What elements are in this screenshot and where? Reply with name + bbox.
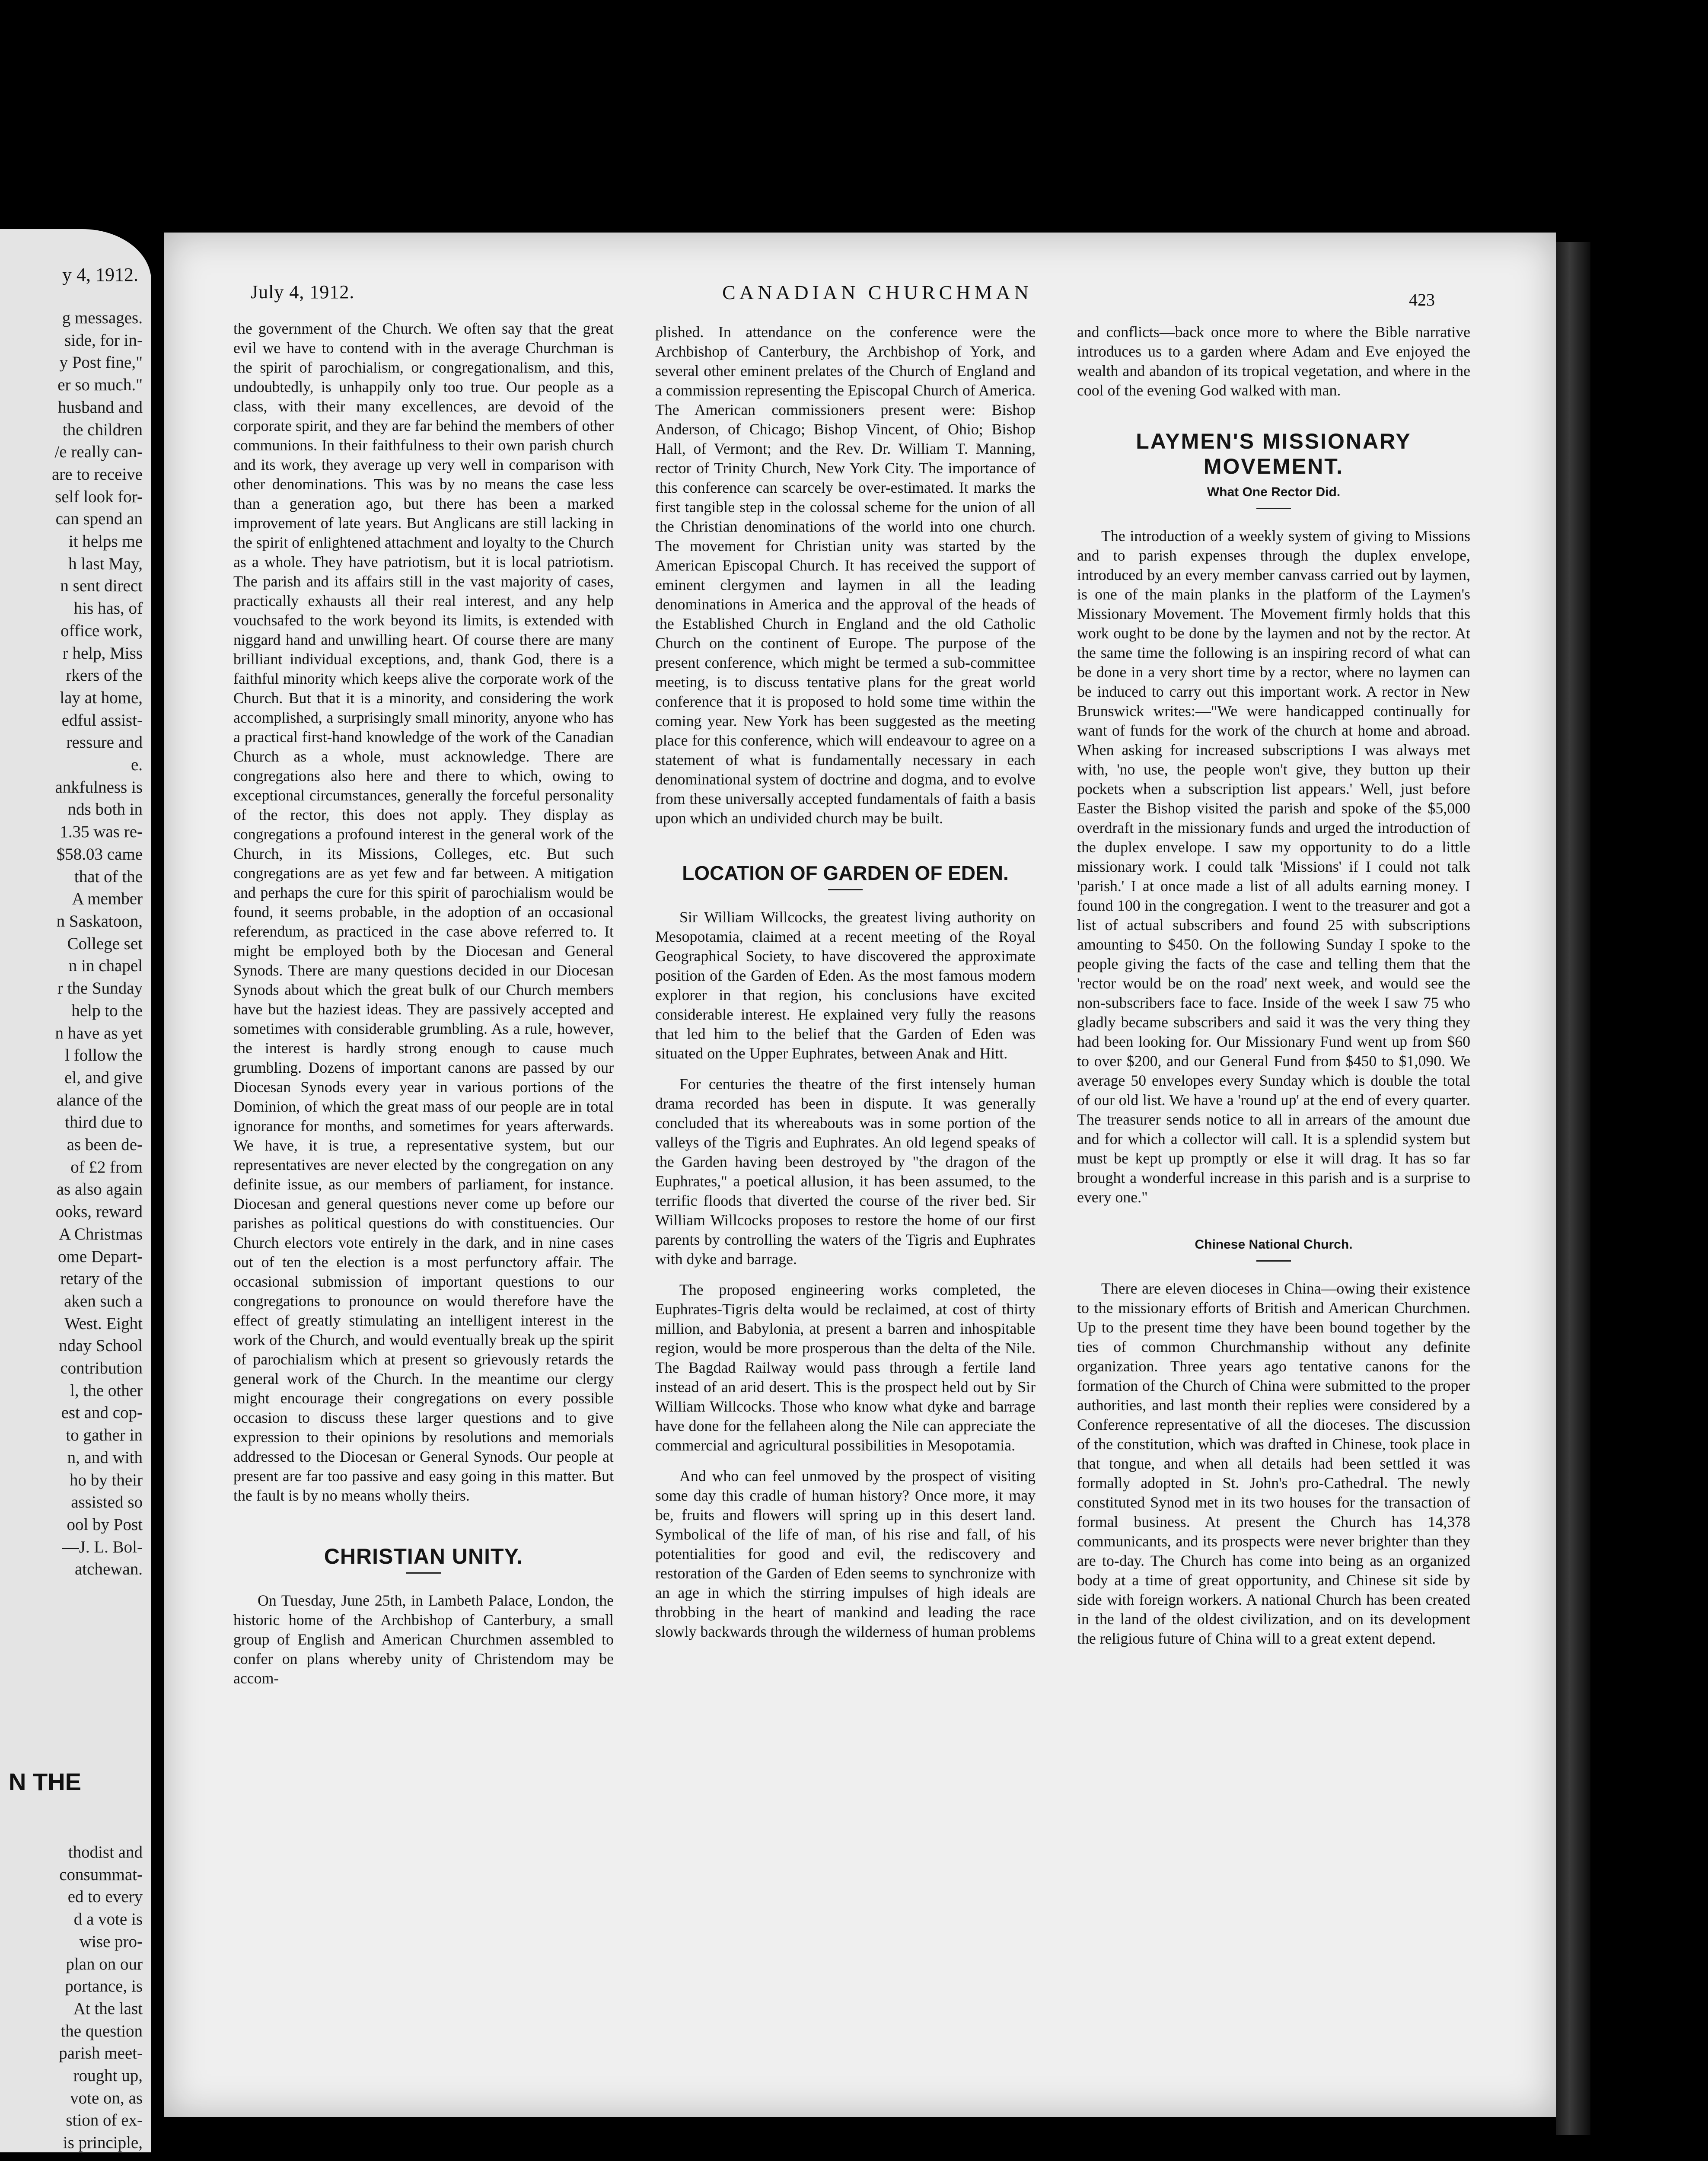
left-page-line: as been de-	[67, 1135, 143, 1154]
left-page-line: can spend an	[55, 510, 143, 529]
left-page-line: retary of the	[60, 1269, 143, 1288]
left-page-line: the children	[62, 420, 143, 439]
eden-paragraph-1: Sir William Willcocks, the greatest living authority on Mesopotamia, claimed at a recent meeting of the Royal Geographical Society, to have discovered the approximate position of the Garden of Eden. As the most famous modern explorer in that region, his conclusions have excited considerable interest. He explained very fully the reasons that led him to the belief that the Garden of Eden was situated on the Upper Euphrates, between Anak and Hitt.	[655, 908, 1036, 1062]
left-page-line: his has, of	[73, 599, 143, 618]
column-3	[1077, 322, 1470, 1660]
unity-continued-paragraph: plished. In attendance on the conference were the Archbishop of Canterbury, the Archbishop of York, and several other eminent prelates of the Church of England and a commission representing the Episcopal Church of America. The American commissioners present were: Bishop Anderson, of Chicago; Bishop Vincent, of Ohio; Bishop Hall, of Vermont; and the Rev. Dr. William T. Manning, rector of Trinity Church, New York City. The importance of this conference can scarcely be over-estimated. It marks the first tangible step in the colossal scheme for the union of all the Christian denominations of the world into one church. The movement for Christian unity was started by the American Episcopal Church. It has received the support of eminent clergymen and laymen in all the leading denominations in America and the approval of the heads of the Established Church in England and the old Catholic Church on the continent of Europe. The purpose of the present conference, which might be termed a sub-committee meeting, is to discuss tentative plans for the great world conference that it is proposed to hold some time within the coming year. New York has been suggested as the meeting place for this conference, which will endeavour to agree on a statement of what is fundamentally necessary in each denominational system of doctrine and dogma, and to evolve from these universally accepted fundamentals of faith a basis upon which an undivided church may be built.	[655, 323, 1036, 827]
unity-paragraph: On Tuesday, June 25th, in Lambeth Palace, London, the historic home of the Archbishop of Canterbury, a small group of English and American Churchmen assembled to confer on plans whereby unity of Christendom may be accom-	[233, 1592, 614, 1687]
left-page-line: el, and give	[64, 1068, 143, 1087]
page-number: 423	[1409, 290, 1435, 309]
left-page-line: nds both in	[67, 800, 143, 819]
left-page-line: A member	[72, 889, 143, 908]
header-date: July 4, 1912.	[251, 281, 355, 303]
left-page-line: to gather in	[66, 1426, 143, 1445]
left-page-line: est and cop-	[61, 1403, 143, 1422]
heading-rule	[406, 1572, 441, 1574]
left-page-line: edful assist-	[61, 711, 143, 730]
left-page-line: alance of the	[56, 1090, 143, 1109]
newspaper-page	[164, 233, 1556, 2117]
left-page-line: College set	[67, 934, 143, 953]
left-page-line: self look for-	[55, 487, 143, 506]
heading-rule	[1256, 1260, 1291, 1262]
eden-continued-paragraph: and conflicts—back once more to where the Bible narrative introduces us to a garden where Adam and Eve enjoyed the wealth and abandon of its tropical vegetation, and where in the cool of the evening God walked with man.	[1077, 323, 1470, 399]
chinese-church-paragraph: There are eleven dioceses in China—owing their existence to the missionary efforts of British and American Churchmen. Up to the present time they have been bound together by the ties of common Churchmanship without any definite organization. Three years ago tentative canons for the formation of the Church of China were submitted to the proper authorities, and last month their replies were considered by a Conference representative of all the dioceses. The discussion of the constitution, which was drafted in Chinese, took place in that tongue, and when all details had been settled it was formally adopted in St. John's pro-Cathedral. The newly constituted Synod met in its two houses for the transaction of formal business. At present the Church has 14,378 communicants, and its prospects were never brighter than they are to-day. The Church has come into being as an organized body at a time of great opportunity, and Chinese sit side by side with foreign workers. A national Church has been created in the land of the oldest civilization, and on its development the religious future of China will to a great extent depend.	[1077, 1280, 1470, 1647]
left-page-line: wise pro-	[79, 1932, 143, 1951]
left-page-line: r the Sunday	[57, 979, 143, 998]
left-page-line: ool by Post	[67, 1515, 143, 1534]
left-page-text-top	[0, 307, 143, 1581]
left-page-line: —J. L. Bol-	[62, 1537, 143, 1556]
left-page-fragment	[0, 229, 151, 2152]
left-page-line: is principle,	[63, 2133, 143, 2152]
left-page-line: lay at home,	[60, 688, 143, 707]
book-spine	[1556, 242, 1590, 2135]
column-1	[233, 319, 614, 1699]
left-page-line: /e really can-	[54, 443, 143, 462]
left-page-line: help to the	[71, 1001, 143, 1020]
chinese-church-heading: Chinese National Church.	[1195, 1237, 1353, 1252]
left-page-line: l follow the	[65, 1046, 143, 1065]
left-page-line: ed to every	[67, 1887, 143, 1906]
left-page-line: n sent direct	[60, 577, 143, 596]
heading-rule	[828, 889, 863, 890]
left-page-line: n have as yet	[55, 1023, 143, 1042]
left-page-line: the question	[61, 2021, 143, 2040]
left-page-line: er so much."	[57, 376, 143, 395]
eden-paragraph-2: For centuries the theatre of the first intensely human drama recorded has been in dispute. It was generally concluded that its whereabouts was in some portion of the valleys of the Tigris and Euphrates. An old legend speaks of the Garden having been destroyed by "the dragon of the Euphrates," a poetical allusion, it has been assumed, to the terrific floods that diverted the course of the river bed. Sir William Willcocks proposes to restore the home of our first parents by controlling the waters of the Tigris and Euphrates with dyke and barrage.	[655, 1075, 1036, 1268]
laymens-missionary-heading: LAYMEN'S MISSIONARY MOVEMENT.	[1136, 429, 1412, 478]
left-page-line: plan on our	[66, 1954, 143, 1973]
left-page-line: aken such a	[64, 1291, 143, 1310]
left-page-line: office work,	[61, 621, 143, 640]
left-page-line: that of the	[74, 867, 143, 886]
left-page-line: it helps me	[68, 532, 143, 551]
left-page-line: ooks, reward	[55, 1202, 143, 1221]
left-page-date: y 4, 1912.	[62, 264, 138, 285]
left-page-line: parish meet-	[59, 2044, 143, 2063]
left-page-line: vote on, as	[70, 2088, 143, 2107]
left-page-heading-fragment: N THE	[9, 1768, 81, 1795]
left-page-line: e.	[131, 755, 143, 775]
left-page-line: n Saskatoon,	[56, 912, 143, 931]
left-page-line: n, and with	[67, 1448, 143, 1467]
left-page-line: consummat-	[59, 1865, 143, 1884]
christian-unity-heading: CHRISTIAN UNITY.	[324, 1544, 523, 1568]
left-page-line: d a vote is	[73, 1910, 143, 1929]
left-page-line: n in chapel	[68, 956, 143, 975]
left-page-line: $58.03 came	[56, 845, 143, 864]
left-page-line: thodist and	[68, 1843, 143, 1861]
left-page-line: husband and	[57, 398, 143, 417]
laymens-paragraph: The introduction of a weekly system of giving to Missions and to parish expenses through the duplex envelope, introduced by an every member canvass carried out by laymen, is one of the main planks in the platform of the Laymen's Missionary Movement. The Movement firmly holds that this work ought to be done by the laymen and not by the rector. At the same time the following is an inspiring record of what can be done in a very short time by a rector, where no laymen can be induced to carry out this important work. A rector in New Brunswick writes:—"We were handicapped continually for want of funds for the work of the church at home and abroad. When asking for increased subscriptions I was always met with, 'no use, the people won't give, they button up their pockets when a subscription list appears.' Well, just before Easter the Bishop visited the parish and spoke of the $5,000 overdraft in the missionary funds and urged the introduction of the duplex envelope. I saw my opportunity to do a little missionary work. I could talk 'Missions' if I could not talk 'parish.' I at once made a list of all adults earning money. I found 100 in the congregation. I went to the treasurer and got a list of actual subscribers and found 25 with subscriptions amounting to $450. On the following Sunday I spoke to the people giving the facts of the case and telling them that the 'rector would be on the road' next week, and would see the non-subscribers face to face. Inside of the week I saw 75 who gladly became subscribers and said it was the very thing they had been looking for. Our Missionary Fund went up from $60 to over $200, and our General Fund from $450 to $1,090. We average 50 envelopes every Sunday which is double the total of our old list. We have a 'round up' at the end of every quarter. The treasurer sends notice to all in arrears of the amount due and for which a collector will call. It is a splendid system but must be kept up promptly or else it will drag. It has so far brought a wonderful increase in this parish and is a surprise to every one."	[1077, 527, 1470, 1206]
left-page-line: atchewan.	[75, 1560, 143, 1579]
left-page-line: g messages.	[62, 309, 143, 327]
left-page-line: ressure and	[66, 733, 143, 752]
left-page-line: portance, is	[65, 1977, 143, 1996]
column-2	[655, 322, 1036, 1653]
left-page-line: y Post fine,"	[59, 353, 143, 372]
editorial-paragraph: the government of the Church. We often say that the great evil we have to contend with in the average Churchman is the spirit of parochialism, or congregationalism, and this, undoubtedly, is unhappily only too true. Our people as a class, with their many excellences, are devoid of the corporate spirit, and they are far behind the members of other communions. In their faithfulness to their own parish church and its work, they average up very well in comparison with other denominations. This was by no means the case less than a generation ago, but there has been a marked improvement of late years. But Anglicans are still lacking in the spirit of enlightened attachment and loyalty to the Church as a whole. They have patriotism, but it is local patriotism. The parish and its affairs still in the vast majority of cases, practically exhausts all their real interest, and any help vouchsafed to the work beyond its limits, is extended with niggard hand and unwilling heart. Of course there are many brilliant individual exceptions, and, thank God, there is a faithful minority which keeps alive the corporate work of the Church. But that it is a minority, and considering the work accomplished, a surprisingly small minority, anyone who has a practical first-hand knowledge of the work of the Canadian Church as a whole, must acknowledge. There are congregations also here and there to which, owing to exceptional circumstances, generally the forceful personality of the rector, this does not apply. They display as congregations a profound interest in the general work of the Church, in its Missions, Colleges, etc. But such congregations are as yet few and far between. A mitigation and perhaps the cure for this spirit of parochialism would be found, it seems probable, in the adoption of an occasional referendum, as practiced in the case above referred to. It might be employed both by the Diocesan and General Synods. There are many questions decided in our Diocesan Synods about which the great bulk of our Church members have but the haziest ideas. They are passively accepted and sometimes with considerable grumbling. As a rule, however, the interest is hardly strong enough to cause much grumbling. Dozens of important canons are passed by our Diocesan Synods every year in various portions of the Dominion, of which the great mass of our people are in total ignorance for months, and sometimes for years afterwards. We have, it is true, a representative system, but our representatives are never elected by the congregation on any definite issue, as our members of parliament, for instance. Diocesan and general questions never come up before our parishes as political questions do with constituencies. Our Church electors vote entirely in the dark, and in nine cases out of ten the election is a most perfunctory affair. The occasional submission of important questions to our congregations to pronounce on would therefore have the effect of greatly stimulating an intelligent interest in the work of the Church, and would eventually break up the spirit of parochialism which at present so grievously retards the general work of the Church. In the meantime our clergy might encourage their congregations on every possible occasion to discuss these larger questions and to give expression to their opinions by resolutions and memorials addressed to the Diocesan or General Synods. Our people at present are far too passive and easy going in this matter. But the fault is by no means wholly theirs.	[233, 320, 614, 1504]
left-page-line: l, the other	[70, 1381, 143, 1400]
left-page-line: West. Eight	[64, 1314, 143, 1333]
left-page-line: 1.35 was re-	[60, 822, 143, 841]
left-page-line: rought up,	[73, 2066, 143, 2085]
header-title: CANADIAN CHURCHMAN	[722, 281, 1032, 303]
left-page-line: ho by their	[70, 1470, 143, 1489]
eden-paragraph-4: And who can feel unmoved by the prospect of visiting some day this cradle of human history? Once more, it may be, fruits and flowers will spring up in this desert land. Symbolical of the life of man, of his rise and fall, of his potentialities for good and evil, the rediscovery and restoration of the Garden of Eden seems to synchronize with an age in which the stirring impulses of high ideals are throbbing in the heart of mankind and leading the race slowly backwards through the wilderness of human problems	[655, 1467, 1036, 1640]
left-page-line: A Christmas	[59, 1224, 143, 1243]
left-page-line: of £2 from	[70, 1157, 143, 1176]
left-page-text-bottom	[0, 1841, 143, 2152]
left-page-line: At the last	[73, 1999, 143, 2018]
left-page-line: side, for in-	[64, 331, 143, 350]
left-page-line: h last May,	[68, 554, 143, 573]
left-page-line: ankfulness is	[55, 778, 143, 797]
left-page-line: third due to	[65, 1113, 143, 1132]
left-page-line: contribution	[60, 1359, 143, 1378]
heading-rule	[1256, 508, 1291, 509]
left-page-line: nday School	[59, 1336, 143, 1355]
left-page-line: assisted so	[71, 1493, 143, 1512]
left-page-line: r help, Miss	[62, 644, 143, 663]
garden-of-eden-heading: LOCATION OF GARDEN OF EDEN.	[682, 862, 1009, 884]
laymens-subheading: What One Rector Did.	[1207, 485, 1341, 499]
left-page-line: stion of ex-	[66, 2111, 143, 2130]
left-page-line: are to receive	[51, 465, 143, 484]
left-page-line: rkers of the	[66, 666, 143, 685]
eden-paragraph-3: The proposed engineering works completed, the Euphrates-Tigris delta would be reclaimed, at cost of thirty million, and Babylonia, at present a barren and inhospitable region, would be more prosperous than the delta of the Nile. The Bagdad Railway would pass through a fertile land instead of an arid desert. This is the prospect held out by Sir William Willcocks. Those who know what dyke and barrage have done for the fellaheen along the Nile can appreciate the commercial and agricultural possibilities in Mesopotamia.	[655, 1281, 1036, 1454]
left-page-line: ome Depart-	[58, 1247, 143, 1266]
left-page-line: as also again	[56, 1180, 143, 1199]
